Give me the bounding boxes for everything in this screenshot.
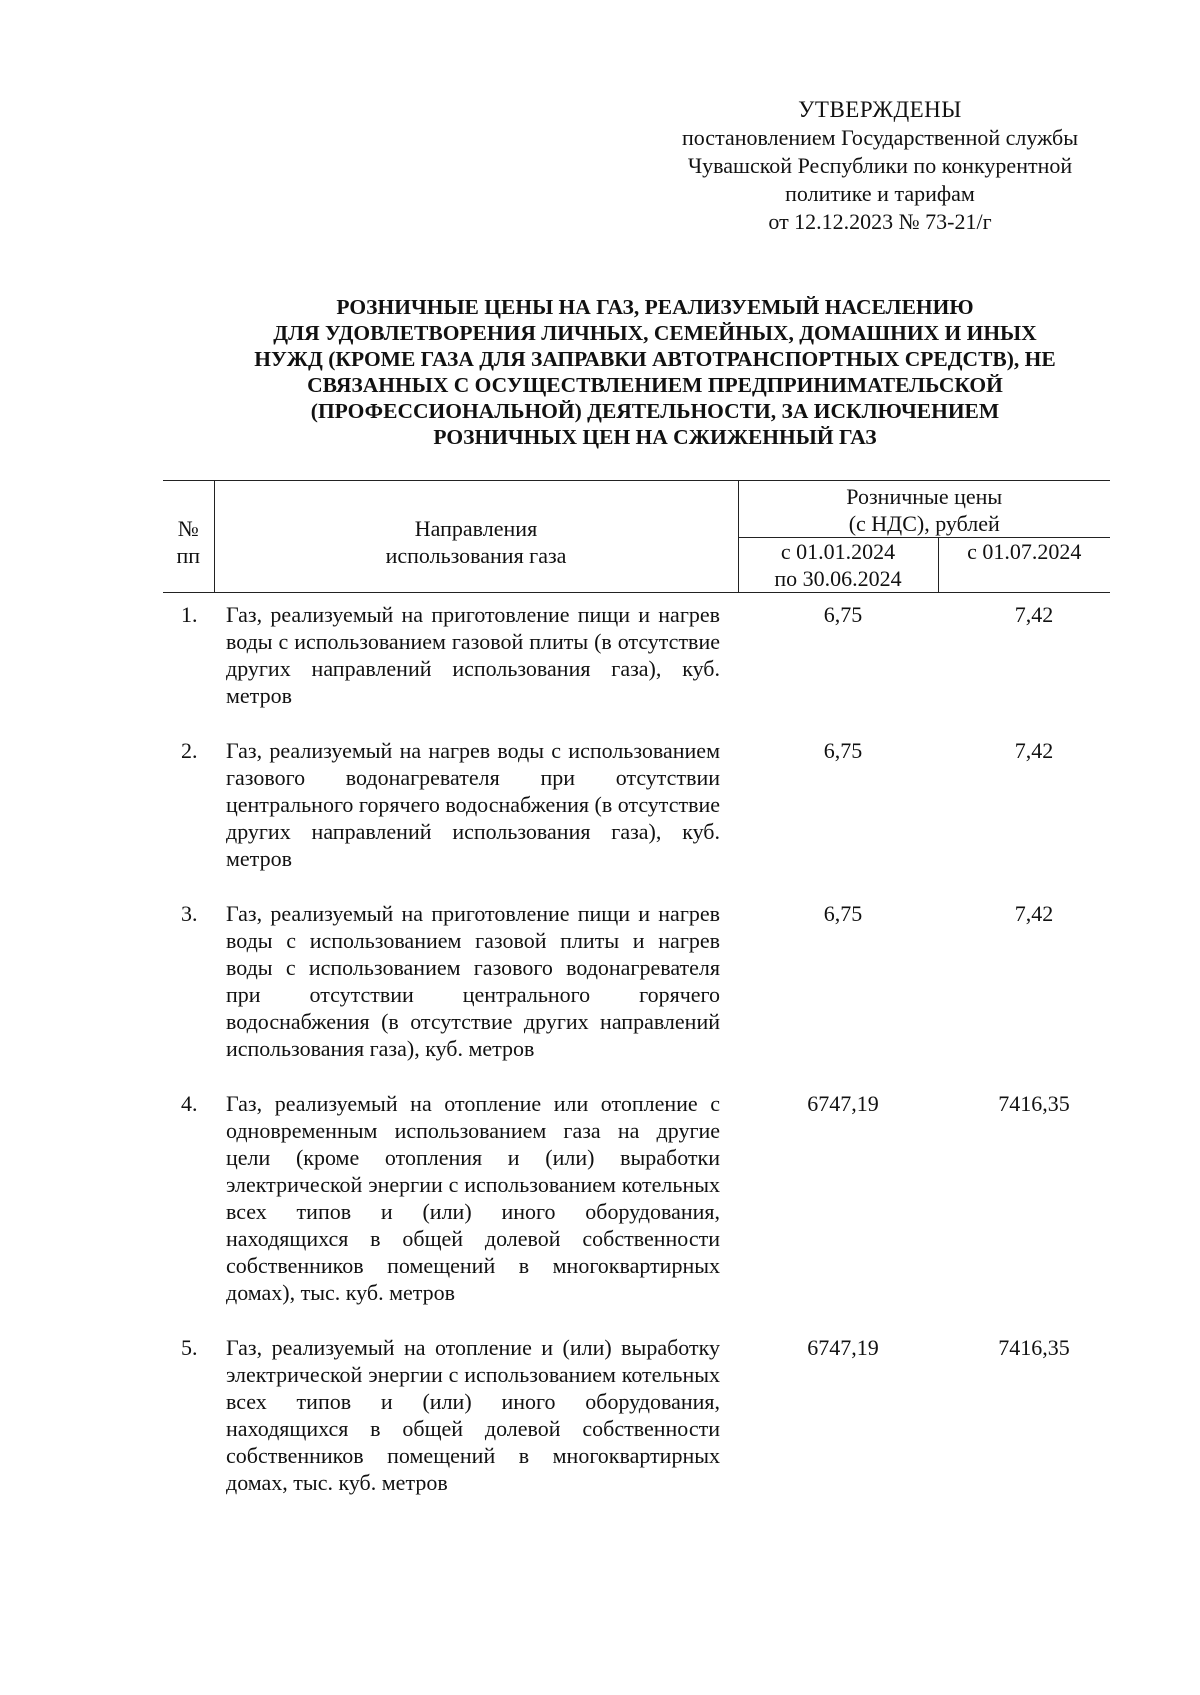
- title-line: РОЗНИЧНЫЕ ЦЕНЫ НА ГАЗ, РЕАЛИЗУЕМЫЙ НАСЕЛЕНИЮ: [336, 295, 974, 319]
- header-direction-line: Направления: [414, 515, 538, 541]
- table-row: [163, 892, 1110, 1082]
- row-number: 2.: [181, 738, 198, 763]
- approval-line: Чувашской Республики по конкурентной: [687, 153, 1073, 178]
- header-prices-line: (с НДС), рублей: [848, 511, 1000, 536]
- title-line: НУЖД (КРОМЕ ГАЗА ДЛЯ ЗАПРАВКИ АВТОТРАНСПОРТНЫХ СРЕДСТВ), НЕ: [254, 347, 1056, 371]
- approval-heading: УТВЕРЖДЕНЫ: [798, 97, 962, 122]
- header-period-line: с 01.01.2024: [780, 539, 896, 564]
- header-prices: [738, 481, 1110, 538]
- header-direction-line: использования газа: [385, 542, 567, 568]
- approval-block: [640, 96, 1120, 236]
- header-direction: [214, 481, 738, 593]
- header-prices-line: Розничные цены: [846, 484, 1003, 509]
- approval-line: постановлением Государственной службы: [681, 125, 1079, 150]
- row-price-period-1: 6747,19: [807, 1091, 879, 1116]
- approval-line: от 12.12.2023 № 73-21/г: [768, 209, 992, 234]
- row-price-period-2: 7,42: [1014, 602, 1054, 627]
- title-line: (ПРОФЕССИОНАЛЬНОЙ) ДЕЯТЕЛЬНОСТИ, ЗА ИСКЛЮЧЕНИЕМ: [310, 399, 1000, 423]
- row-description: Газ, реализуемый на отопление или отопление с одновременным использованием газа на другие цели (кроме отопления и (или) выработки электрической энергии с использованием котельных всех типов и (или) иного оборудования, находящихся в общей долевой собственности собственников помещений в многоквартирных домах), тыс. куб. метров: [226, 1091, 720, 1305]
- table-header: [163, 481, 1110, 593]
- row-number: 4.: [181, 1091, 198, 1116]
- title-line: РОЗНИЧНЫХ ЦЕН НА СЖИЖЕННЫЙ ГАЗ: [433, 425, 877, 449]
- row-price-period-1: 6,75: [823, 738, 863, 763]
- table-row: [163, 1082, 1110, 1326]
- row-number: 1.: [181, 602, 198, 627]
- row-description: Газ, реализуемый на приготовление пищи и нагрев воды с использованием газовой плиты и нагрев воды с использованием газового водонагревателя при отсутствии центрального горячего водоснабжения (в отсутствие других направлений использования газа), куб. метров: [226, 901, 720, 1061]
- price-table: [163, 480, 1110, 1516]
- row-price-period-1: 6747,19: [807, 1335, 879, 1360]
- table-row: [163, 1326, 1110, 1516]
- title-line: ДЛЯ УДОВЛЕТВОРЕНИЯ ЛИЧНЫХ, СЕМЕЙНЫХ, ДОМАШНИХ И ИНЫХ: [273, 321, 1037, 345]
- row-description: Газ, реализуемый на нагрев воды с использованием газового водонагревателя при отсутствии центрального горячего водоснабжения (в отсутствие других направлений использования газа), куб. метров: [226, 738, 720, 871]
- header-period-2: с 01.07.2024: [967, 539, 1082, 564]
- header-period-line: по 30.06.2024: [774, 566, 902, 591]
- title-line: СВЯЗАННЫХ С ОСУЩЕСТВЛЕНИЕМ ПРЕДПРИНИМАТЕЛЬСКОЙ: [307, 373, 1003, 397]
- row-price-period-2: 7416,35: [998, 1335, 1070, 1360]
- header-period-1: [738, 538, 938, 593]
- row-description: Газ, реализуемый на приготовление пищи и нагрев воды с использованием газовой плиты (в отсутствие других направлений использования газа), куб. метров: [226, 602, 720, 708]
- header-number: [163, 481, 214, 593]
- table-row: [163, 593, 1110, 730]
- table-row: [163, 729, 1110, 892]
- header-number-line: пп: [176, 542, 201, 568]
- row-price-period-2: 7416,35: [998, 1091, 1070, 1116]
- row-price-period-2: 7,42: [1014, 901, 1054, 926]
- row-price-period-1: 6,75: [823, 901, 863, 926]
- row-price-period-1: 6,75: [823, 602, 863, 627]
- row-number: 3.: [181, 901, 198, 926]
- row-description: Газ, реализуемый на отопление и (или) выработку электрической энергии с использованием котельных всех типов и (или) иного оборудования, находящихся в общей долевой собственности собственников помещений в многоквартирных домах, тыс. куб. метров: [226, 1335, 720, 1495]
- header-number-line: №: [177, 515, 199, 541]
- row-number: 5.: [181, 1335, 198, 1360]
- row-price-period-2: 7,42: [1014, 738, 1054, 763]
- document-title: [170, 294, 1140, 450]
- approval-line: политике и тарифам: [785, 181, 975, 206]
